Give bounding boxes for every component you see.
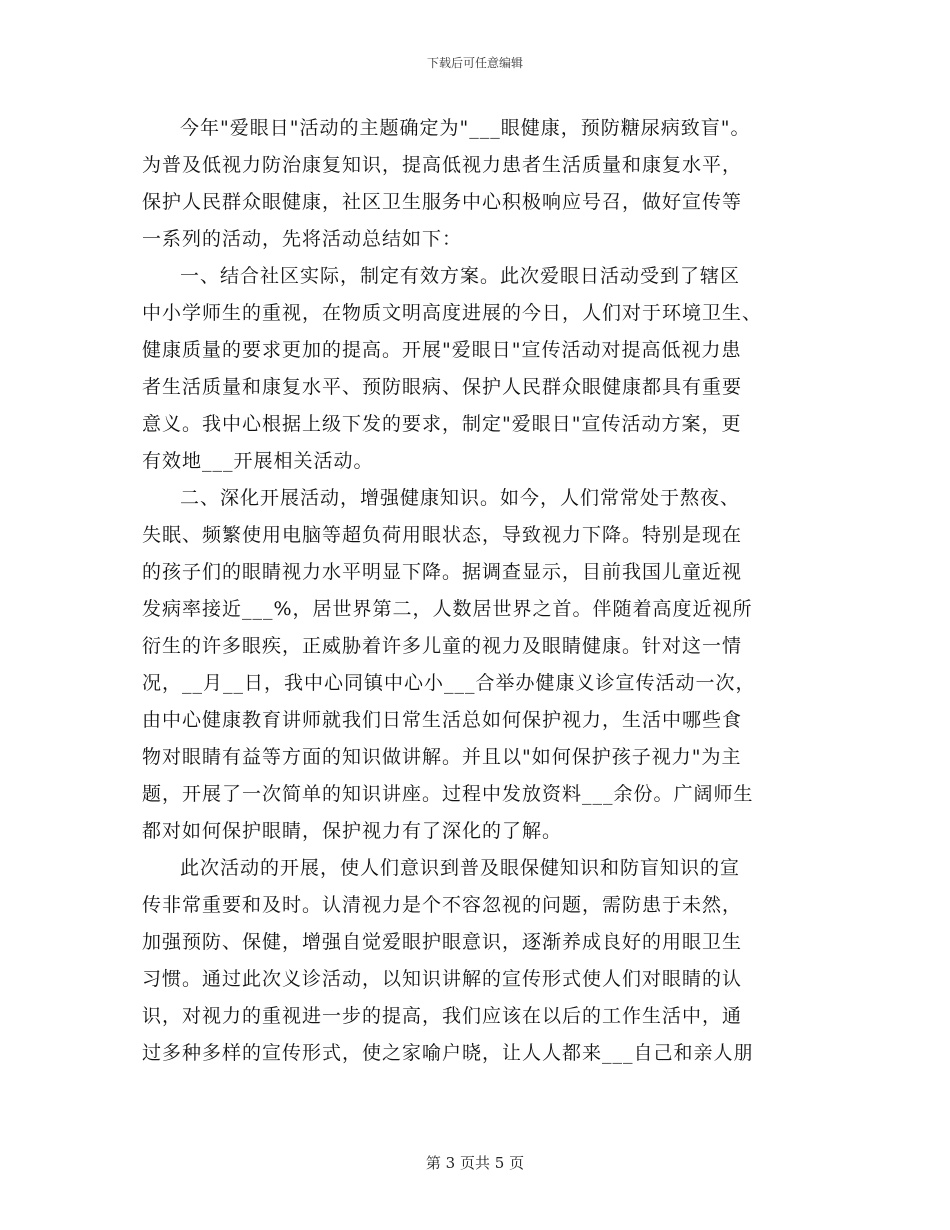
page-number-footer: 第 3 页共 5 页 bbox=[425, 1154, 525, 1172]
text-line: 的孩子们的眼睛视力水平明显下降。据调查显示，目前我国儿童近视 bbox=[142, 561, 743, 583]
text-line: 此次活动的开展，使人们意识到普及眼保健知识和防盲知识的宣 bbox=[180, 857, 741, 879]
text-line: 都对如何保护眼睛，保护视力有了深化的了解。 bbox=[142, 820, 563, 842]
page-header: 下载后可任意编辑 bbox=[426, 56, 523, 70]
text-line: 一系列的活动，先将活动总结如下： bbox=[142, 228, 463, 250]
text-line: 识，对视力的重视进一步的提高，我们应该在以后的工作生活中，通 bbox=[142, 1005, 743, 1027]
text-line: 失眠、频繁使用电脑等超负荷用眼状态，导致视力下降。特别是现在 bbox=[142, 524, 743, 546]
text-line: 为普及低视力防治康复知识，提高低视力患者生活质量和康复水平， bbox=[142, 154, 743, 176]
text-line: 二、深化开展活动，增强健康知识。如今，人们常常处于熬夜、 bbox=[180, 487, 741, 509]
text-line: 意义。我中心根据上级下发的要求，制定"爱眼日"宣传活动方案，更 bbox=[142, 413, 742, 435]
text-line: 中小学师生的重视，在物质文明高度进展的今日，人们对于环境卫生、 bbox=[142, 302, 763, 324]
text-line: 有效地___开展相关活动。 bbox=[142, 450, 374, 472]
text-line: 题，开展了一次简单的知识讲座。过程中发放资料___余份。广阔师生 bbox=[142, 783, 754, 805]
text-line: 者生活质量和康复水平、预防眼病、保护人民群众眼健康都具有重要 bbox=[142, 376, 743, 398]
text-line: 发病率接近___%，居世界第二，人数居世界之首。伴随着高度近视所 bbox=[142, 598, 753, 620]
text-line: 况，__月__日，我中心同镇中心小___合举办健康义诊宣传活动一次， bbox=[142, 672, 756, 694]
text-line: 衍生的许多眼疾，正威胁着许多儿童的视力及眼睛健康。针对这一情 bbox=[142, 635, 743, 657]
text-line: 过多种多样的宣传形式，使之家喻户晓，让人人都来___自己和亲人朋 bbox=[142, 1042, 754, 1064]
text-line: 由中心健康教育讲师就我们日常生活总如何保护视力，生活中哪些食 bbox=[142, 709, 743, 731]
text-line: 一、结合社区实际，制定有效方案。此次爱眼日活动受到了辖区 bbox=[180, 265, 741, 287]
text-line: 习惯。通过此次义诊活动，以知识讲解的宣传形式使人们对眼睛的认 bbox=[142, 968, 743, 990]
text-line: 健康质量的要求更加的提高。开展"爱眼日"宣传活动对提高低视力患 bbox=[142, 339, 742, 361]
text-line: 保护人民群众眼健康，社区卫生服务中心积极响应号召，做好宣传等 bbox=[142, 191, 743, 213]
text-line: 物对眼睛有益等方面的知识做讲解。并且以"如何保护孩子视力"为主 bbox=[142, 746, 742, 768]
document-body bbox=[142, 110, 802, 1072]
text-line: 今年"爱眼日"活动的主题确定为"___眼健康，预防糖尿病致盲"。 bbox=[180, 117, 751, 139]
text-line: 传非常重要和及时。认清视力是个不容忽视的问题，需防患于未然， bbox=[142, 894, 743, 916]
text-line: 加强预防、保健，增强自觉爱眼护眼意识，逐渐养成良好的用眼卫生 bbox=[142, 931, 743, 953]
